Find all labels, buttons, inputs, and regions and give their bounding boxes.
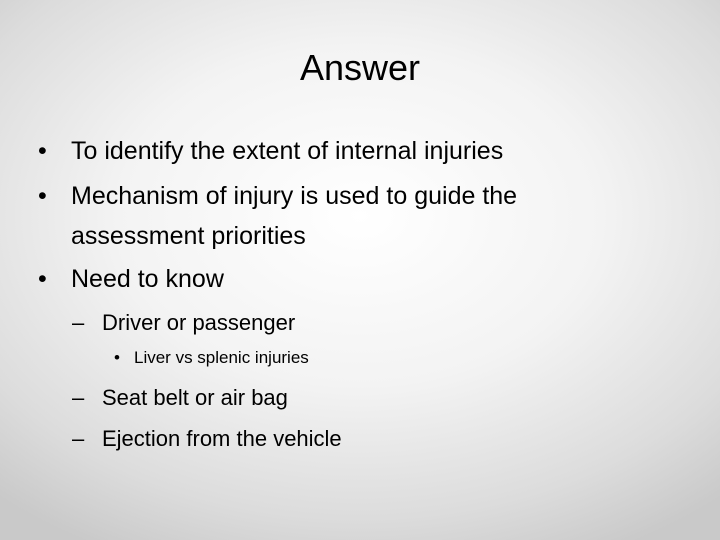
dash-icon: – [72,385,85,410]
bullet-continuation-text: assessment priorities [71,222,306,250]
sub-bullet-text: Seat belt or air bag [102,385,288,410]
dash-icon: – [72,310,85,335]
sub-sub-bullet-text: Liver vs splenic injuries [134,348,309,367]
bullet-dot-icon: • [114,348,120,367]
sub-bullet-text: Ejection from the vehicle [102,426,342,451]
sub-bullet-text: Driver or passenger [102,310,296,335]
slide-title: Answer [299,47,421,88]
bullet-text: To identify the extent of internal injuries [71,137,504,165]
bullet-continuation [71,221,306,251]
bullet-dot-icon: • [38,182,47,210]
bullet-dot-icon: • [38,137,47,165]
dash-icon: – [72,426,85,451]
bullet-text: Need to know [71,265,224,293]
bullet-dot-icon: • [38,265,47,293]
bullet-text: Mechanism of injury is used to guide the [71,182,518,210]
